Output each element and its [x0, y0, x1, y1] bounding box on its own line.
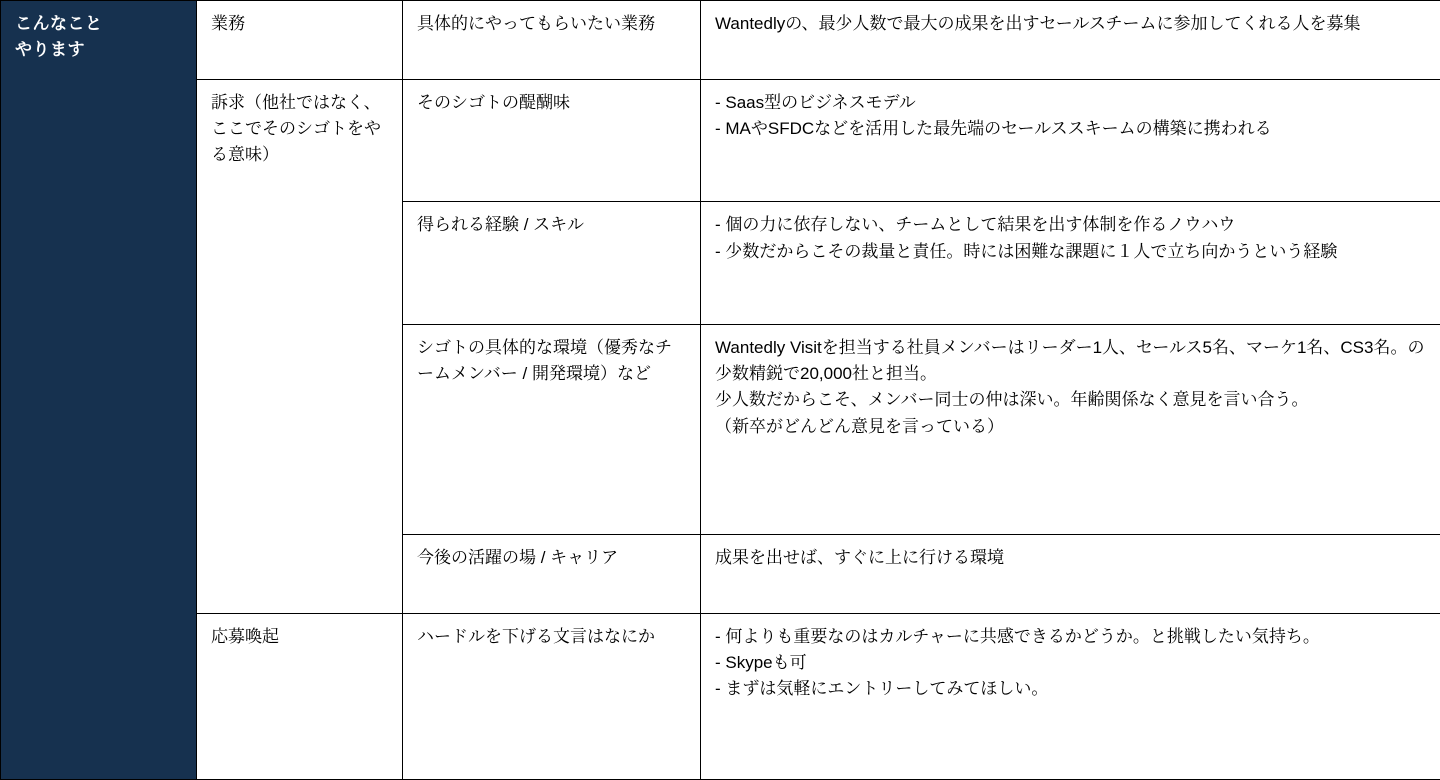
category-cell-appeal: 訴求（他社ではなく、ここでそのシゴトをやる意味）	[197, 79, 403, 613]
table-row	[1, 79, 1440, 202]
body-line: 成果を出せば、すぐに上に行ける環境	[715, 547, 1004, 567]
body-cell-lower-hurdle	[701, 613, 1440, 779]
body-line: - 個の力に依存しない、チームとして結果を出す体制を作るノウハウ	[715, 215, 1236, 235]
subject-cell-experience-skills: 得られる経験 / スキル	[403, 202, 701, 325]
body-line: - Skypeも可	[715, 652, 807, 672]
subject-cell-specific-tasks: 具体的にやってもらいたい業務	[403, 1, 701, 80]
body-line: - Saas型のビジネスモデル	[715, 92, 916, 112]
body-cell-career	[701, 534, 1440, 613]
table-row	[1, 613, 1440, 779]
subject-cell-lower-hurdle: ハードルを下げる文言はなにか	[403, 613, 701, 779]
body-line: - 何よりも重要なのはカルチャーに共感できるかどうか。と挑戦したい気持ち。	[715, 626, 1320, 646]
body-cell-specific-tasks	[701, 1, 1440, 80]
subject-cell-job-essence: そのシゴトの醍醐味	[403, 79, 701, 202]
body-line: Wantedly Visitを担当する社員メンバーはリーダー1人、セールス5名、マーケ1名、CS3名。の少数精鋭で20,000社と担当。	[715, 337, 1425, 384]
subject-cell-work-environment: シゴトの具体的な環境（優秀なチームメンバー / 開発環境）など	[403, 324, 701, 534]
body-line: （新卒がどんどん意見を言っている）	[715, 416, 1004, 436]
body-line: - まずは気軽にエントリーしてみてほしい。	[715, 679, 1049, 699]
body-line: - 少数だからこその裁量と責任。時には困難な課題に１人で立ち向かうという経験	[715, 241, 1338, 261]
body-cell-job-essence	[701, 79, 1440, 202]
section-header-line-1: こんなこと	[15, 14, 103, 33]
body-line: Wantedlyの、最少人数で最大の成果を出すセールスチームに参加してくれる人を募集	[715, 14, 1361, 33]
section-header-line-2: やります	[15, 40, 85, 60]
subject-cell-career: 今後の活躍の場 / キャリア	[403, 534, 701, 613]
body-cell-work-environment	[701, 324, 1440, 534]
category-cell-application-call: 応募喚起	[197, 613, 403, 779]
section-header-cell	[1, 1, 197, 780]
table-row	[1, 1, 1440, 80]
body-line: - MAやSFDCなどを活用した最先端のセールススキームの構築に携われる	[715, 119, 1272, 139]
body-line: 少人数だからこそ、メンバー同士の仲は深い。年齢関係なく意見を言い合う。	[715, 390, 1309, 410]
body-cell-experience-skills	[701, 202, 1440, 325]
category-cell-gyomu: 業務	[197, 1, 403, 80]
